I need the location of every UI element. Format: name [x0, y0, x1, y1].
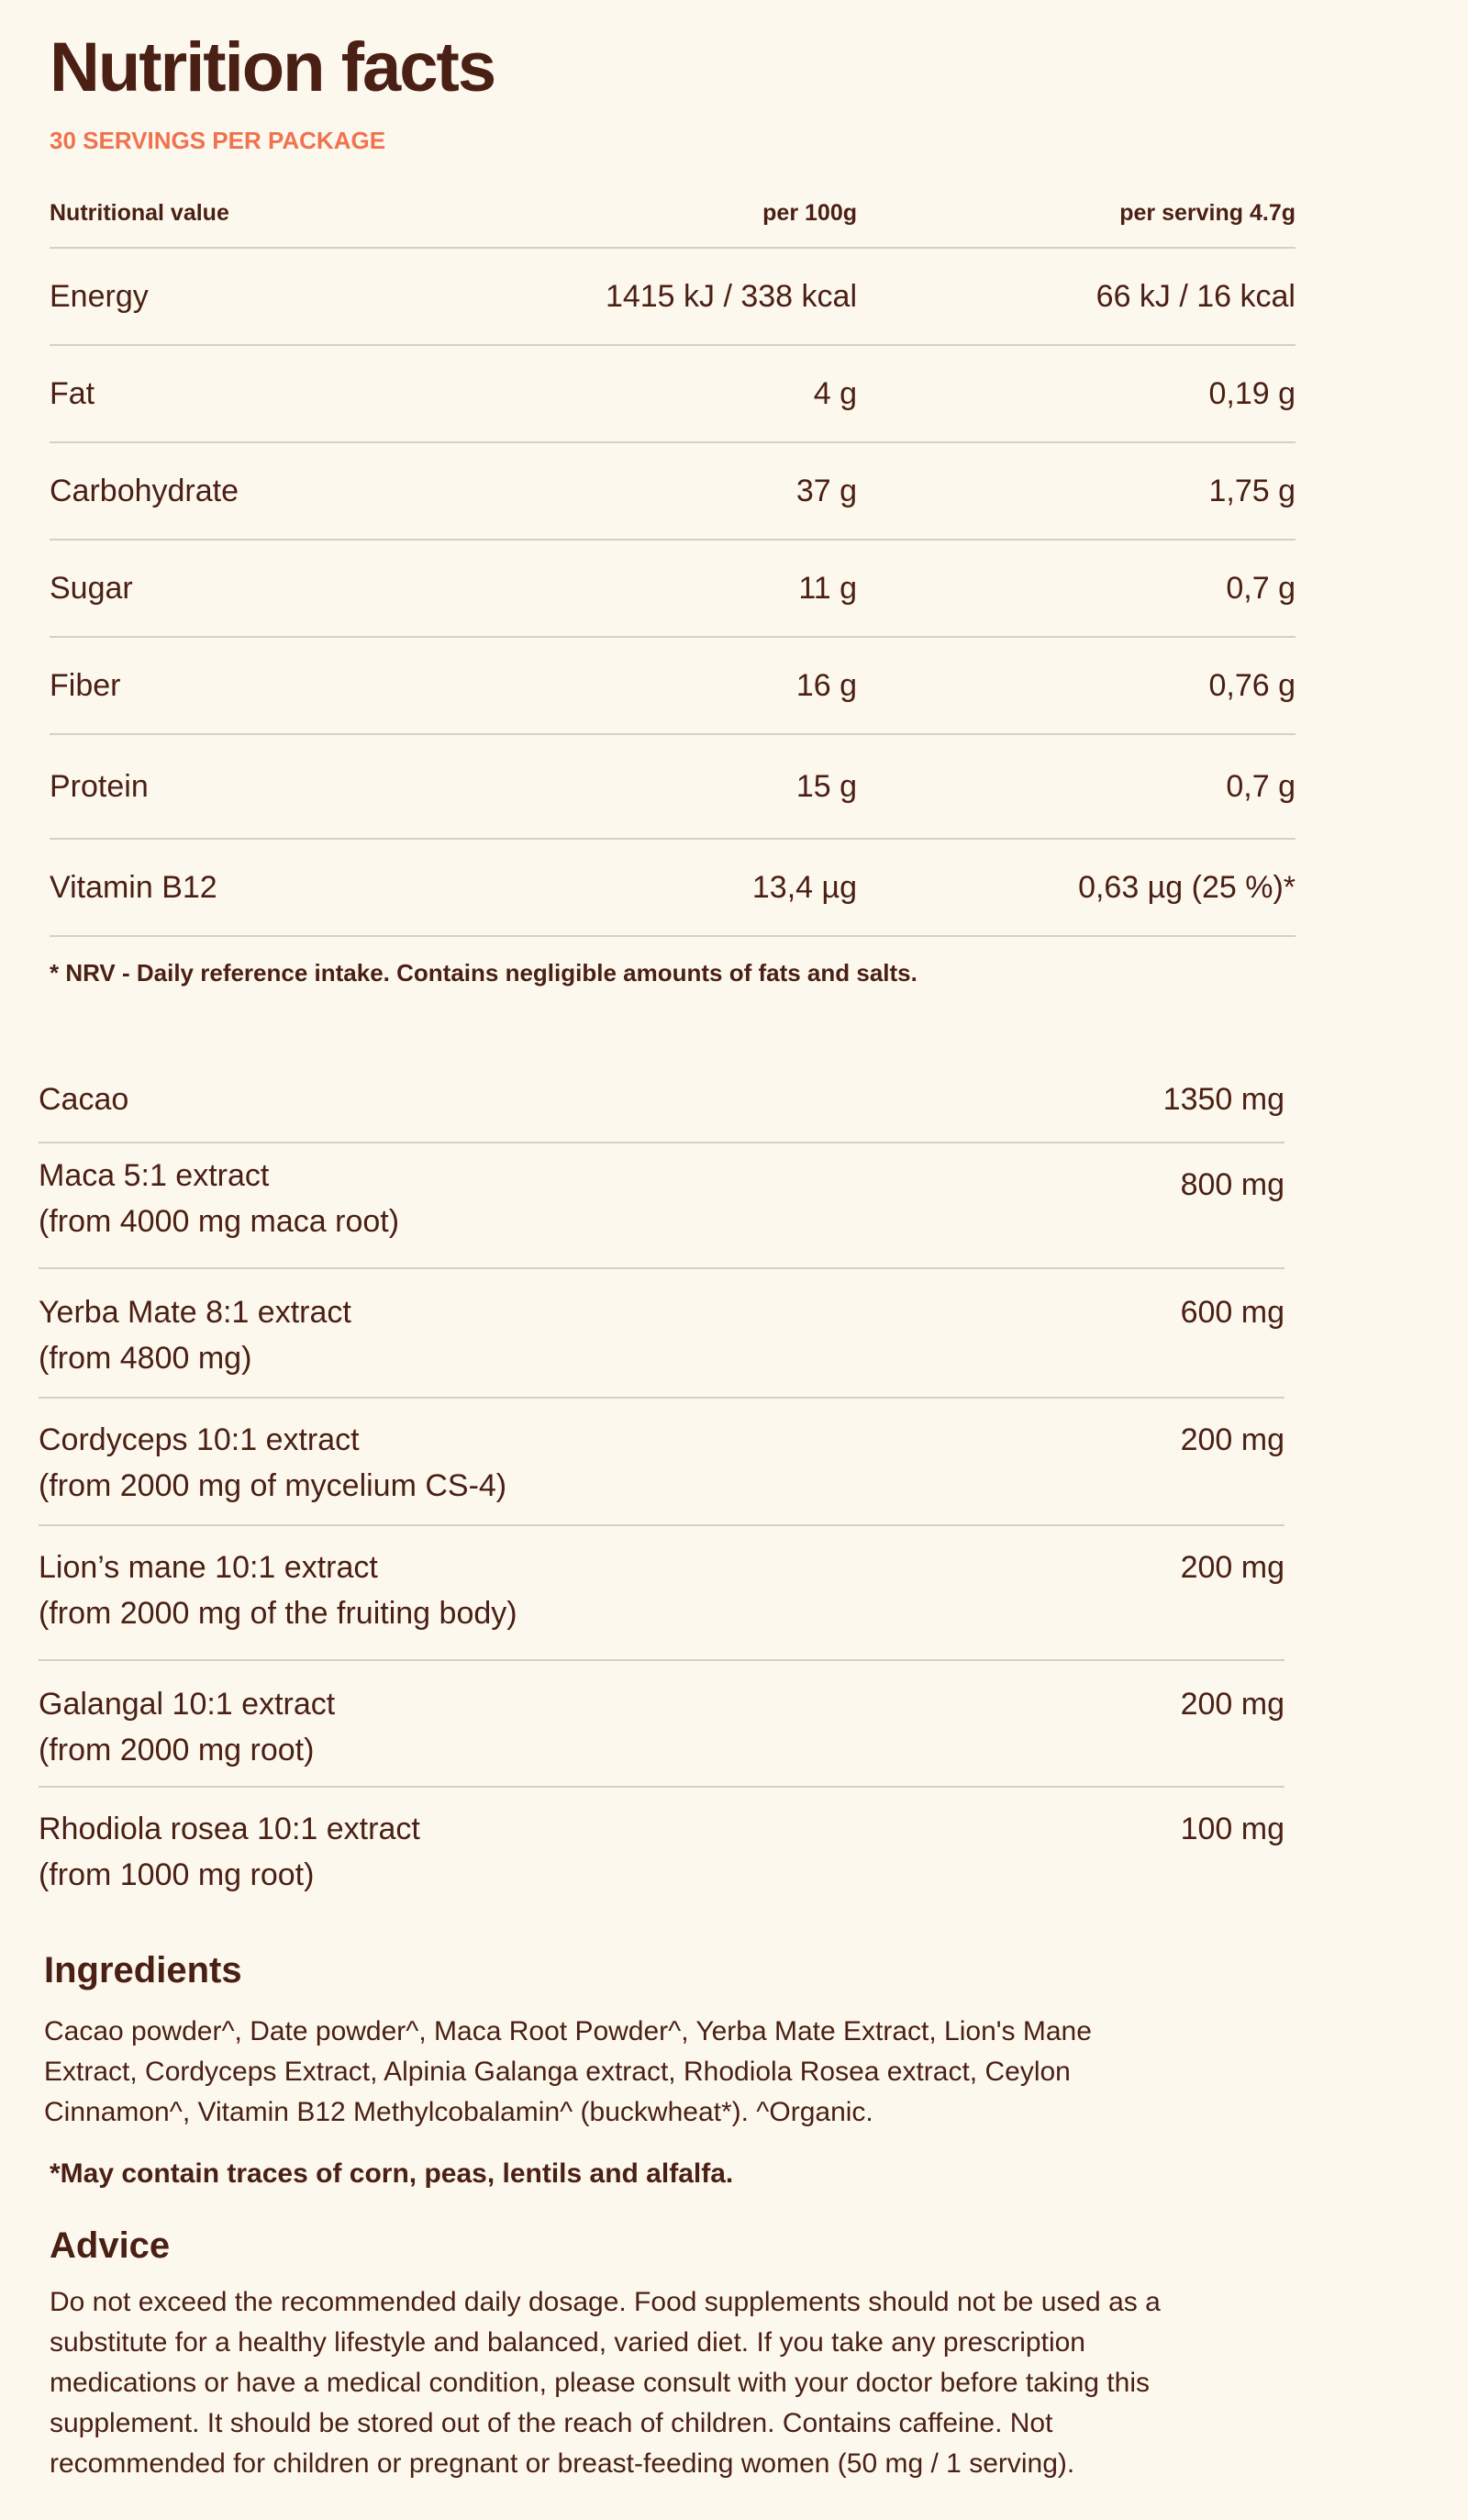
- nutrient-per-100g: 15 g: [795, 768, 857, 804]
- ingredients-heading: Ingredients: [44, 1950, 242, 1990]
- amount-row-yerba-mate: [39, 1269, 1284, 1399]
- nutrient-per-100g: 4 g: [813, 375, 857, 411]
- amount-row-cordyceps: [39, 1399, 1284, 1526]
- advice-heading: Advice: [50, 2225, 171, 2266]
- ingredients-line: Cinnamon^, Vitamin B12 Methylcobalamin^ (buckwheat*). ^Organic.: [44, 2097, 873, 2127]
- amount-name: [39, 1806, 420, 1907]
- ingredients-line: Extract, Cordyceps Extract, Alpinia Galanga extract, Rhodiola Rosea extract, Ceylon: [44, 2057, 1071, 2087]
- nutrition-row-energy: [50, 249, 1296, 346]
- nutrient-per-serving: 1,75 g: [1208, 473, 1296, 508]
- amount-name-source: (from 1000 mg root): [39, 1857, 315, 1892]
- amount-row-maca: [39, 1143, 1284, 1269]
- nutrient-per-100g: 16 g: [795, 667, 857, 703]
- nutrient-per-100g: 37 g: [795, 473, 857, 508]
- nutrition-row-fiber: [50, 638, 1296, 735]
- amount-name-main: Maca 5:1 extract: [39, 1158, 270, 1193]
- header-per-serving: per serving 4.7g: [1119, 199, 1296, 226]
- servings-label: 30 SERVINGS PER PACKAGE: [50, 127, 386, 154]
- advice-line: substitute for a healthy lifestyle and balanced, varied diet. If you take any prescription: [50, 2327, 1085, 2358]
- amount-name-source: (from 2000 mg of the fruiting body): [39, 1596, 517, 1631]
- amount-value: 200 mg: [1180, 1550, 1284, 1585]
- nutrient-name: Protein: [50, 768, 149, 804]
- amount-name: [39, 1289, 351, 1397]
- amount-row-lions-mane: [39, 1526, 1284, 1661]
- nutrition-row-carbohydrate: [50, 443, 1296, 541]
- nutrient-per-100g: 11 g: [798, 570, 857, 606]
- nutrient-name: Fiber: [50, 667, 121, 703]
- amount-name-main: Galangal 10:1 extract: [39, 1687, 336, 1722]
- amount-name-source: (from 4800 mg): [39, 1341, 252, 1376]
- nutrient-name: Fat: [50, 375, 95, 411]
- amount-name-source: (from 2000 mg root): [39, 1733, 315, 1767]
- nutrient-per-serving: 0,7 g: [1226, 570, 1296, 606]
- amount-name-main: Rhodiola rosea 10:1 extract: [39, 1812, 420, 1846]
- advice-line: supplement. It should be stored out of the reach of children. Contains caffeine. Not: [50, 2408, 1053, 2438]
- nutrient-per-serving: 0,19 g: [1208, 375, 1296, 411]
- amount-value: 200 mg: [1180, 1687, 1284, 1722]
- header-nutritional-value: Nutritional value: [50, 199, 229, 226]
- nutrient-per-100g: 13,4 µg: [751, 869, 857, 905]
- nutrition-row-fat: [50, 346, 1296, 443]
- amount-value: 600 mg: [1180, 1295, 1284, 1330]
- amount-name-main: Yerba Mate 8:1 extract: [39, 1295, 351, 1330]
- nutrient-name: Energy: [50, 278, 149, 314]
- nutrient-per-serving: 0,63 µg (25 %)*: [1078, 869, 1296, 905]
- amount-row-rhodiola: [39, 1788, 1284, 1907]
- nutrient-per-100g: 1415 kJ / 338 kcal: [605, 278, 857, 314]
- header-per-100g: per 100g: [762, 199, 857, 226]
- page-title: Nutrition facts: [50, 28, 495, 106]
- nrv-footnote: * NRV - Daily reference intake. Contains negligible amounts of fats and salts.: [50, 959, 918, 987]
- nutrient-per-serving: 0,7 g: [1226, 768, 1296, 804]
- amount-name: [39, 1076, 128, 1122]
- amount-value: 1350 mg: [1162, 1082, 1284, 1117]
- nutrient-name: Sugar: [50, 570, 133, 606]
- amount-name: [39, 1544, 517, 1659]
- ingredient-amounts-table: [39, 1057, 1284, 1907]
- ingredients-text: [44, 2012, 1092, 2133]
- nutrition-row-vitamin-b12: [50, 840, 1296, 937]
- nutrient-name: Carbohydrate: [50, 473, 239, 508]
- ingredients-line: Cacao powder^, Date powder^, Maca Root Powder^, Yerba Mate Extract, Lion's Mane: [44, 2016, 1092, 2046]
- amount-name: [39, 1417, 506, 1524]
- amount-name: [39, 1153, 399, 1267]
- amount-name-source: (from 4000 mg maca root): [39, 1204, 400, 1239]
- nutrition-table-header: [50, 179, 1296, 249]
- amount-name-main: Cacao: [39, 1082, 129, 1117]
- amount-name-source: (from 2000 mg of mycelium CS-4): [39, 1468, 507, 1503]
- amount-name-main: Lion’s mane 10:1 extract: [39, 1550, 378, 1585]
- nutrition-table: [50, 179, 1296, 937]
- amount-row-cacao: [39, 1057, 1284, 1143]
- nutrient-name: Vitamin B12: [50, 869, 217, 905]
- advice-line: medications or have a medical condition, please consult with your doctor before taking this: [50, 2368, 1150, 2398]
- allergen-traces-note: *May contain traces of corn, peas, lentils and alfalfa.: [50, 2158, 734, 2189]
- nutrient-per-serving: 0,76 g: [1208, 667, 1296, 703]
- amount-value: 100 mg: [1180, 1812, 1284, 1846]
- advice-line: recommended for children or pregnant or breast-feeding women (50 mg / 1 serving).: [50, 2448, 1075, 2479]
- advice-text: [50, 2282, 1161, 2484]
- amount-name-main: Cordyceps 10:1 extract: [39, 1422, 360, 1457]
- amount-name: [39, 1681, 335, 1786]
- amount-row-galangal: [39, 1661, 1284, 1788]
- nutrient-per-serving: 66 kJ / 16 kcal: [1095, 278, 1296, 314]
- amount-value: 800 mg: [1180, 1167, 1284, 1202]
- nutrition-row-sugar: [50, 541, 1296, 638]
- amount-value: 200 mg: [1180, 1422, 1284, 1457]
- advice-line: Do not exceed the recommended daily dosage. Food supplements should not be used as a: [50, 2287, 1161, 2317]
- nutrition-row-protein: [50, 735, 1296, 840]
